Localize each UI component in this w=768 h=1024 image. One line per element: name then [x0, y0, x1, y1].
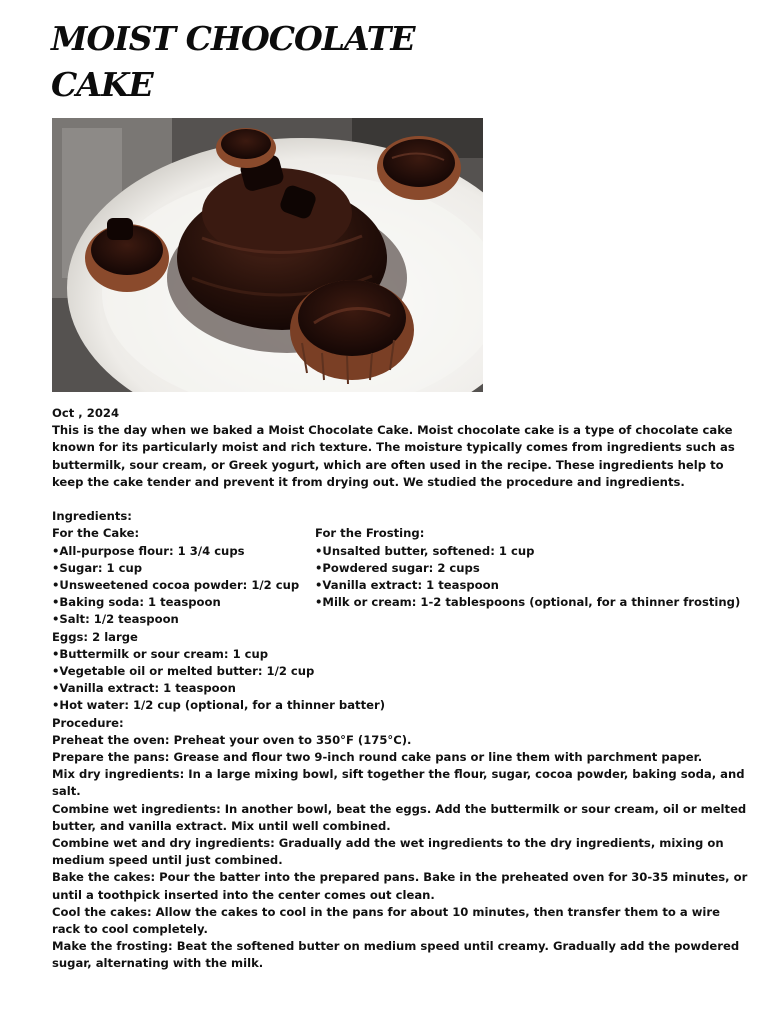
page-title: [51, 16, 471, 108]
ingredients-heading: Ingredients:: [52, 509, 132, 524]
ingredients-columns: [52, 525, 752, 714]
frosting-item: •Unsalted butter, softened: 1 cup: [315, 543, 535, 558]
procedure-step: Prepare the pans: Grease and flour two 9-inch round cake pans or line them with parchment paper.: [52, 750, 703, 765]
cake-item: •Unsweetened cocoa powder: 1/2 cup: [52, 578, 300, 593]
cake-heading: For the Cake:: [52, 526, 140, 541]
procedure-step: Preheat the oven: Preheat your oven to 350°F (175°C).: [52, 732, 412, 747]
title-line-1: MOIST CHOCOLATE: [51, 19, 415, 58]
frosting-item: •Powdered sugar: 2 cups: [315, 560, 480, 575]
cake-item: •Vegetable oil or melted butter: 1/2 cup: [52, 664, 315, 679]
procedure-step: Mix dry ingredients: In a large mixing bowl, sift together the flour, sugar, cocoa powder, baking soda, and salt.: [52, 767, 745, 799]
procedure-heading: Procedure:: [52, 715, 124, 730]
procedure-step: Combine wet and dry ingredients: Gradually add the wet ingredients to the dry ingredients, mixing on medium speed until just combined.: [52, 836, 724, 868]
cake-item: •All-purpose flour: 1 3/4 cups: [52, 543, 245, 558]
cake-item: •Vanilla extract: 1 teaspoon: [52, 681, 236, 696]
procedure-step: Combine wet ingredients: In another bowl, beat the eggs. Add the buttermilk or sour cream, oil or melted butter, and vanilla extract. Mix until well combined.: [52, 801, 747, 833]
frosting-item: •Milk or cream: 1-2 tablespoons (optional, for a thinner frosting): [315, 595, 741, 610]
cake-photo: [52, 118, 483, 392]
frosting-item: •Vanilla extract: 1 teaspoon: [315, 578, 499, 593]
cake-item: •Hot water: 1/2 cup (optional, for a thinner batter): [52, 698, 385, 713]
procedure-step: Make the frosting: Beat the softened butter on medium speed until creamy. Gradually add the powdered sugar, alternating with the milk.: [52, 939, 740, 971]
cake-item: •Sugar: 1 cup: [52, 560, 143, 575]
title-line-2: CAKE: [51, 65, 153, 104]
procedure-step: Cool the cakes: Allow the cakes to cool in the pans for about 10 minutes, then transfer them to a wire rack to cool completely.: [52, 904, 720, 937]
cake-item: •Salt: 1/2 teaspoon: [52, 612, 179, 627]
frosting-heading: For the Frosting:: [315, 526, 425, 541]
procedure-step: Bake the cakes: Pour the batter into the prepared pans. Bake in the preheated oven for 30-35 minutes, or until a toothpick inserted into the center comes out clean.: [52, 870, 748, 902]
recipe-date: Oct , 2024: [52, 406, 120, 420]
cake-photo-illustration: [52, 118, 483, 392]
recipe-intro: This is the day when we baked a Moist Chocolate Cake. Moist chocolate cake is a type of chocolate cake known for its particularly moist and rich texture. The moisture typically comes from ingredients such as buttermilk, sour cream, or Greek yogurt, which are often used in the recipe. These ingredients help to keep the cake tender and prevent it from drying out. We studied the procedure and ingredients.: [52, 423, 735, 489]
cake-item: Eggs: 2 large: [52, 629, 138, 644]
cake-item: •Buttermilk or sour cream: 1 cup: [52, 646, 269, 661]
cake-item: •Baking soda: 1 teaspoon: [52, 595, 221, 610]
recipe-content: [52, 405, 752, 973]
frosting-ingredients: [315, 525, 755, 611]
